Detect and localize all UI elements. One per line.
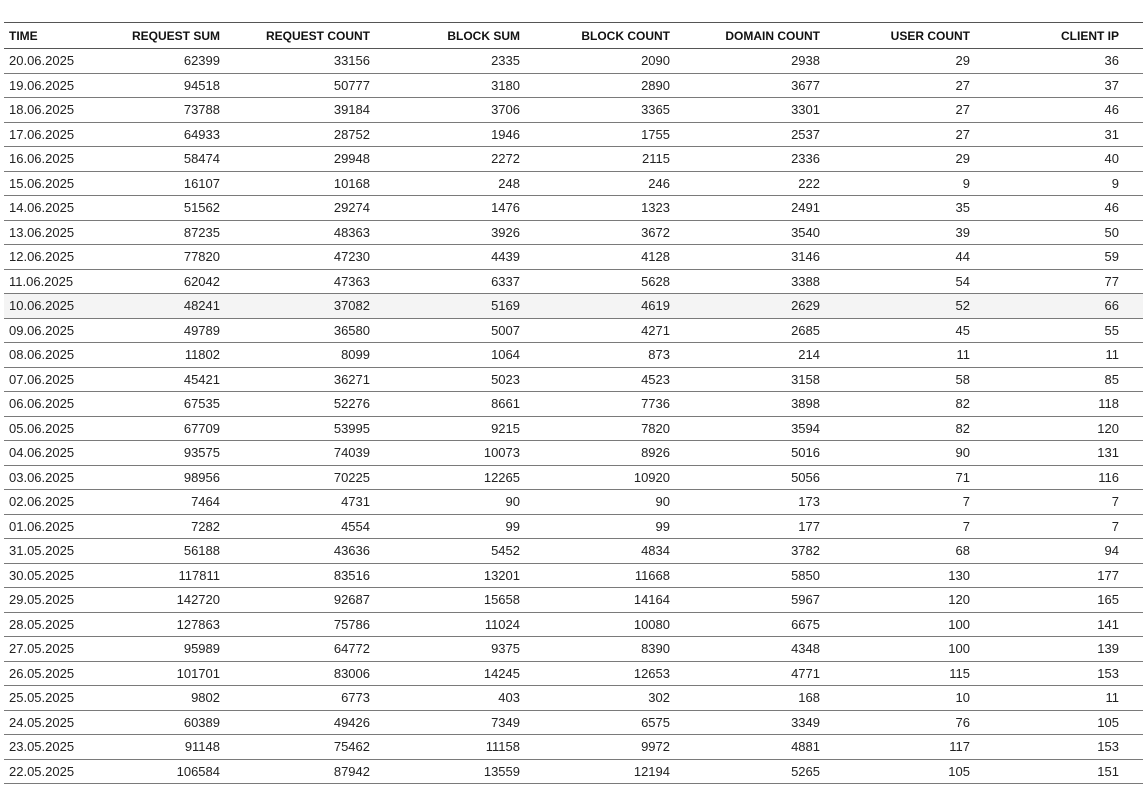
cell-domain-count: 222 <box>798 175 820 191</box>
cell-user-count: 100 <box>948 641 970 657</box>
column-header-user-count[interactable]: USER COUNT <box>890 28 970 43</box>
cell-request-sum: 142720 <box>176 592 220 608</box>
table-row[interactable] <box>4 735 1143 760</box>
cell-user-count: 27 <box>955 102 970 118</box>
cell-block-sum: 2335 <box>491 53 520 69</box>
cell-time: 17.06.2025 <box>9 126 75 142</box>
table-row[interactable] <box>4 661 1143 686</box>
cell-request-count: 6773 <box>341 690 370 706</box>
cell-client-ip: 153 <box>1097 739 1119 755</box>
cell-domain-count: 3540 <box>791 224 820 240</box>
cell-block-sum: 90 <box>505 494 520 510</box>
cell-time: 29.05.2025 <box>9 592 75 608</box>
cell-block-count: 12194 <box>633 763 670 779</box>
cell-client-ip: 116 <box>1098 469 1119 485</box>
cell-client-ip: 85 <box>1104 371 1119 387</box>
cell-request-sum: 64933 <box>183 126 220 142</box>
table-row[interactable] <box>4 171 1143 196</box>
table-row[interactable] <box>4 612 1143 637</box>
table-row[interactable] <box>4 710 1143 735</box>
cell-block-sum: 7349 <box>491 714 520 730</box>
cell-block-count: 4834 <box>641 543 670 559</box>
cell-request-count: 92687 <box>333 592 370 608</box>
cell-user-count: 10 <box>955 690 970 706</box>
cell-request-count: 52276 <box>333 396 370 412</box>
cell-block-count: 2090 <box>641 53 670 69</box>
cell-domain-count: 168 <box>798 690 820 706</box>
cell-time: 08.06.2025 <box>9 347 75 363</box>
table-row[interactable] <box>4 73 1143 98</box>
cell-block-count: 10080 <box>633 616 670 632</box>
cell-request-count: 49426 <box>333 714 370 730</box>
table-row[interactable] <box>4 563 1143 588</box>
cell-user-count: 58 <box>955 371 970 387</box>
cell-client-ip: 36 <box>1104 53 1119 69</box>
cell-user-count: 68 <box>955 543 970 559</box>
cell-request-sum: 7464 <box>191 494 220 510</box>
cell-time: 20.06.2025 <box>9 53 75 69</box>
cell-block-count: 1755 <box>641 126 670 142</box>
cell-domain-count: 4881 <box>791 739 820 755</box>
cell-user-count: 130 <box>948 567 970 583</box>
cell-request-sum: 101701 <box>176 665 220 681</box>
cell-client-ip: 139 <box>1097 641 1119 657</box>
cell-request-sum: 117811 <box>178 567 220 583</box>
cell-user-count: 29 <box>955 53 970 69</box>
cell-block-sum: 14245 <box>483 665 520 681</box>
cell-block-sum: 3706 <box>491 102 520 118</box>
cell-time: 04.06.2025 <box>9 445 75 461</box>
cell-client-ip: 55 <box>1104 322 1119 338</box>
cell-time: 13.06.2025 <box>9 224 75 240</box>
cell-block-count: 4128 <box>641 249 670 265</box>
cell-block-sum: 10073 <box>483 445 520 461</box>
cell-request-sum: 87235 <box>183 224 220 240</box>
cell-time: 02.06.2025 <box>9 494 75 510</box>
cell-request-sum: 16107 <box>183 175 220 191</box>
cell-request-count: 4554 <box>341 518 370 534</box>
table-row[interactable] <box>4 49 1143 74</box>
cell-user-count: 71 <box>955 469 970 485</box>
cell-request-sum: 58474 <box>183 151 220 167</box>
cell-client-ip: 11 <box>1105 347 1119 363</box>
cell-block-count: 246 <box>648 175 670 191</box>
cell-client-ip: 141 <box>1097 616 1119 632</box>
cell-domain-count: 3594 <box>791 420 820 436</box>
cell-request-sum: 51562 <box>183 200 220 216</box>
cell-block-count: 8390 <box>641 641 670 657</box>
cell-domain-count: 3898 <box>791 396 820 412</box>
cell-block-count: 4523 <box>641 371 670 387</box>
cell-block-sum: 99 <box>505 518 520 534</box>
cell-block-sum: 8661 <box>491 396 520 412</box>
cell-domain-count: 3388 <box>791 273 820 289</box>
cell-block-count: 7820 <box>641 420 670 436</box>
cell-domain-count: 214 <box>798 347 820 363</box>
cell-domain-count: 3146 <box>791 249 820 265</box>
cell-request-count: 43636 <box>333 543 370 559</box>
cell-user-count: 54 <box>955 273 970 289</box>
table-row[interactable] <box>4 147 1143 172</box>
cell-request-count: 39184 <box>333 102 370 118</box>
cell-domain-count: 2537 <box>791 126 820 142</box>
cell-domain-count: 3782 <box>791 543 820 559</box>
table-row[interactable] <box>4 539 1143 564</box>
cell-time: 14.06.2025 <box>9 200 75 216</box>
cell-block-count: 11668 <box>634 567 670 583</box>
table-row[interactable] <box>4 588 1143 613</box>
cell-user-count: 27 <box>955 126 970 142</box>
cell-user-count: 11 <box>956 347 970 363</box>
cell-client-ip: 7 <box>1111 494 1119 510</box>
table-row[interactable] <box>4 196 1143 221</box>
cell-client-ip: 9 <box>1111 175 1119 191</box>
cell-time: 26.05.2025 <box>9 665 75 681</box>
cell-time: 10.06.2025 <box>9 298 75 314</box>
cell-domain-count: 5967 <box>791 592 820 608</box>
cell-request-sum: 48241 <box>183 298 220 314</box>
cell-block-sum: 1064 <box>491 347 520 363</box>
cell-request-count: 75462 <box>333 739 370 755</box>
cell-block-count: 90 <box>655 494 670 510</box>
cell-block-count: 2115 <box>642 151 670 167</box>
cell-client-ip: 131 <box>1097 445 1119 461</box>
cell-user-count: 115 <box>949 665 970 681</box>
cell-time: 28.05.2025 <box>9 616 75 632</box>
cell-domain-count: 5265 <box>791 763 820 779</box>
table-row[interactable] <box>4 490 1143 515</box>
cell-user-count: 105 <box>948 763 970 779</box>
cell-domain-count: 2685 <box>791 322 820 338</box>
cell-request-count: 53995 <box>333 420 370 436</box>
cell-user-count: 100 <box>948 616 970 632</box>
table-row[interactable] <box>4 514 1143 539</box>
cell-block-count: 302 <box>648 690 670 706</box>
cell-time: 09.06.2025 <box>9 322 75 338</box>
cell-block-count: 5628 <box>641 273 670 289</box>
cell-user-count: 29 <box>955 151 970 167</box>
cell-request-sum: 56188 <box>183 543 220 559</box>
cell-block-sum: 9215 <box>491 420 520 436</box>
cell-time: 05.06.2025 <box>9 420 75 436</box>
cell-request-count: 64772 <box>333 641 370 657</box>
cell-block-count: 873 <box>648 347 670 363</box>
cell-request-count: 29274 <box>333 200 370 216</box>
table-body <box>4 49 1143 784</box>
cell-request-count: 33156 <box>333 53 370 69</box>
cell-client-ip: 50 <box>1104 224 1119 240</box>
cell-block-count: 4619 <box>641 298 670 314</box>
cell-user-count: 45 <box>955 322 970 338</box>
cell-client-ip: 153 <box>1097 665 1119 681</box>
cell-client-ip: 59 <box>1104 249 1119 265</box>
cell-request-sum: 93575 <box>183 445 220 461</box>
cell-block-sum: 11158 <box>485 739 520 755</box>
table-row[interactable] <box>4 318 1143 343</box>
cell-block-sum: 403 <box>498 690 520 706</box>
cell-request-sum: 94518 <box>183 77 220 93</box>
cell-time: 18.06.2025 <box>9 102 75 118</box>
cell-time: 25.05.2025 <box>9 690 75 706</box>
table-header-row <box>4 23 1143 49</box>
cell-block-sum: 13559 <box>483 763 520 779</box>
cell-user-count: 76 <box>955 714 970 730</box>
cell-time: 15.06.2025 <box>9 175 75 191</box>
cell-time: 22.05.2025 <box>9 763 75 779</box>
cell-request-count: 47230 <box>333 249 370 265</box>
column-header-client-ip[interactable]: CLIENT IP <box>1060 28 1119 43</box>
cell-client-ip: 177 <box>1097 567 1119 583</box>
table-row[interactable] <box>4 392 1143 417</box>
cell-domain-count: 3301 <box>791 102 820 118</box>
table-row[interactable] <box>4 269 1143 294</box>
cell-request-count: 83516 <box>333 567 370 583</box>
cell-request-sum: 62399 <box>183 53 220 69</box>
cell-request-count: 29948 <box>333 151 370 167</box>
stats-table <box>4 22 1143 784</box>
cell-request-sum: 11802 <box>184 347 220 363</box>
cell-request-sum: 67535 <box>183 396 220 412</box>
cell-request-count: 70225 <box>333 469 370 485</box>
cell-block-sum: 5452 <box>491 543 520 559</box>
cell-request-count: 74039 <box>333 445 370 461</box>
cell-domain-count: 173 <box>798 494 820 510</box>
cell-user-count: 82 <box>955 396 970 412</box>
cell-block-sum: 4439 <box>491 249 520 265</box>
cell-block-count: 14164 <box>633 592 670 608</box>
cell-request-count: 36580 <box>333 322 370 338</box>
column-header-domain-count[interactable]: DOMAIN COUNT <box>725 28 820 43</box>
cell-request-sum: 95989 <box>183 641 220 657</box>
cell-request-sum: 77820 <box>183 249 220 265</box>
cell-time: 06.06.2025 <box>9 396 75 412</box>
cell-domain-count: 4771 <box>791 665 820 681</box>
cell-block-sum: 3180 <box>491 77 520 93</box>
cell-client-ip: 118 <box>1098 396 1119 412</box>
cell-block-sum: 5023 <box>491 371 520 387</box>
cell-request-count: 75786 <box>333 616 370 632</box>
cell-user-count: 39 <box>955 224 970 240</box>
cell-request-sum: 49789 <box>183 322 220 338</box>
cell-user-count: 117 <box>949 739 970 755</box>
cell-block-sum: 5007 <box>491 322 520 338</box>
cell-client-ip: 120 <box>1097 420 1119 436</box>
cell-domain-count: 3677 <box>791 77 820 93</box>
cell-block-count: 2890 <box>641 77 670 93</box>
cell-request-sum: 73788 <box>183 102 220 118</box>
table-row[interactable] <box>4 441 1143 466</box>
cell-request-count: 8099 <box>341 347 370 363</box>
table-row[interactable] <box>4 416 1143 441</box>
column-header-block-sum[interactable]: BLOCK SUM <box>447 28 520 43</box>
cell-user-count: 9 <box>962 175 970 191</box>
cell-time: 12.06.2025 <box>9 249 75 265</box>
table-row[interactable] <box>4 220 1143 245</box>
table-row[interactable] <box>4 465 1143 490</box>
cell-domain-count: 4348 <box>791 641 820 657</box>
cell-client-ip: 165 <box>1097 592 1119 608</box>
cell-user-count: 7 <box>962 518 970 534</box>
cell-request-count: 10168 <box>333 175 370 191</box>
cell-client-ip: 66 <box>1104 298 1119 314</box>
cell-client-ip: 31 <box>1104 126 1119 142</box>
cell-block-sum: 6337 <box>491 273 520 289</box>
cell-request-sum: 9802 <box>191 690 220 706</box>
cell-client-ip: 94 <box>1104 543 1119 559</box>
cell-client-ip: 37 <box>1104 77 1119 93</box>
cell-domain-count: 5016 <box>791 445 820 461</box>
cell-block-sum: 248 <box>498 175 520 191</box>
cell-time: 16.06.2025 <box>9 151 75 167</box>
cell-request-sum: 98956 <box>183 469 220 485</box>
table-row[interactable] <box>4 245 1143 270</box>
cell-time: 27.05.2025 <box>9 641 75 657</box>
cell-time: 24.05.2025 <box>9 714 75 730</box>
cell-domain-count: 5056 <box>791 469 820 485</box>
cell-time: 07.06.2025 <box>9 371 75 387</box>
cell-block-sum: 3926 <box>491 224 520 240</box>
cell-block-count: 99 <box>655 518 670 534</box>
cell-domain-count: 5850 <box>791 567 820 583</box>
cell-client-ip: 77 <box>1104 273 1119 289</box>
table-row[interactable] <box>4 294 1143 319</box>
cell-user-count: 35 <box>955 200 970 216</box>
cell-block-count: 10920 <box>633 469 670 485</box>
table-row[interactable] <box>4 637 1143 662</box>
cell-domain-count: 6675 <box>791 616 820 632</box>
cell-block-sum: 12265 <box>483 469 520 485</box>
cell-domain-count: 177 <box>798 518 820 534</box>
cell-request-count: 36271 <box>333 371 370 387</box>
cell-time: 31.05.2025 <box>9 543 75 559</box>
cell-block-count: 1323 <box>641 200 670 216</box>
table-row[interactable] <box>4 367 1143 392</box>
table-row[interactable] <box>4 759 1143 784</box>
cell-domain-count: 2336 <box>791 151 820 167</box>
cell-client-ip: 40 <box>1104 151 1119 167</box>
cell-block-count: 9972 <box>641 739 670 755</box>
cell-block-sum: 1946 <box>491 126 520 142</box>
cell-user-count: 82 <box>955 420 970 436</box>
cell-request-count: 50777 <box>333 77 370 93</box>
cell-time: 11.06.2025 <box>9 273 74 289</box>
cell-time: 30.05.2025 <box>9 567 75 583</box>
cell-time: 19.06.2025 <box>9 77 75 93</box>
cell-domain-count: 3349 <box>791 714 820 730</box>
cell-block-count: 3365 <box>641 102 670 118</box>
cell-user-count: 52 <box>955 298 970 314</box>
cell-block-count: 4271 <box>641 322 670 338</box>
cell-user-count: 90 <box>955 445 970 461</box>
cell-domain-count: 2629 <box>791 298 820 314</box>
cell-client-ip: 46 <box>1104 102 1119 118</box>
cell-user-count: 7 <box>962 494 970 510</box>
cell-request-sum: 106584 <box>176 763 220 779</box>
column-header-block-count[interactable]: BLOCK COUNT <box>581 28 670 43</box>
cell-request-count: 28752 <box>333 126 370 142</box>
cell-user-count: 120 <box>948 592 970 608</box>
table-row[interactable] <box>4 122 1143 147</box>
cell-client-ip: 105 <box>1097 714 1119 730</box>
cell-request-count: 87942 <box>333 763 370 779</box>
cell-client-ip: 151 <box>1097 763 1119 779</box>
column-header-time[interactable]: TIME <box>9 28 38 43</box>
column-header-request-count[interactable]: REQUEST COUNT <box>265 28 370 43</box>
cell-domain-count: 2938 <box>791 53 820 69</box>
cell-block-count: 12653 <box>633 665 670 681</box>
cell-client-ip: 7 <box>1111 518 1119 534</box>
cell-block-sum: 13201 <box>483 567 520 583</box>
cell-block-count: 3672 <box>641 224 670 240</box>
cell-request-count: 83006 <box>333 665 370 681</box>
cell-block-sum: 1476 <box>491 200 520 216</box>
cell-user-count: 44 <box>955 249 970 265</box>
cell-request-sum: 127863 <box>176 616 220 632</box>
table-row[interactable] <box>4 343 1143 368</box>
cell-block-count: 8926 <box>641 445 670 461</box>
cell-block-count: 7736 <box>641 396 670 412</box>
table-row[interactable] <box>4 686 1143 711</box>
cell-request-count: 4731 <box>341 494 370 510</box>
cell-domain-count: 2491 <box>791 200 820 216</box>
cell-block-count: 6575 <box>641 714 670 730</box>
cell-client-ip: 46 <box>1104 200 1119 216</box>
cell-request-count: 37082 <box>333 298 370 314</box>
cell-block-sum: 9375 <box>491 641 520 657</box>
cell-time: 03.06.2025 <box>9 469 75 485</box>
cell-time: 01.06.2025 <box>9 518 75 534</box>
cell-request-sum: 62042 <box>183 273 220 289</box>
stats-table-container <box>4 22 1143 784</box>
cell-request-count: 48363 <box>333 224 370 240</box>
column-header-request-sum[interactable]: REQUEST SUM <box>131 28 220 43</box>
cell-client-ip: 11 <box>1105 690 1119 706</box>
cell-request-sum: 91148 <box>184 739 220 755</box>
cell-request-sum: 45421 <box>183 371 220 387</box>
cell-request-count: 47363 <box>333 273 370 289</box>
cell-domain-count: 3158 <box>791 371 820 387</box>
cell-time: 23.05.2025 <box>9 739 75 755</box>
cell-user-count: 27 <box>955 77 970 93</box>
cell-block-sum: 11024 <box>484 616 520 632</box>
cell-request-sum: 60389 <box>183 714 220 730</box>
cell-block-sum: 2272 <box>491 151 520 167</box>
table-row[interactable] <box>4 98 1143 123</box>
cell-block-sum: 15658 <box>483 592 520 608</box>
cell-request-sum: 7282 <box>191 518 220 534</box>
cell-block-sum: 5169 <box>491 298 520 314</box>
cell-request-sum: 67709 <box>183 420 220 436</box>
